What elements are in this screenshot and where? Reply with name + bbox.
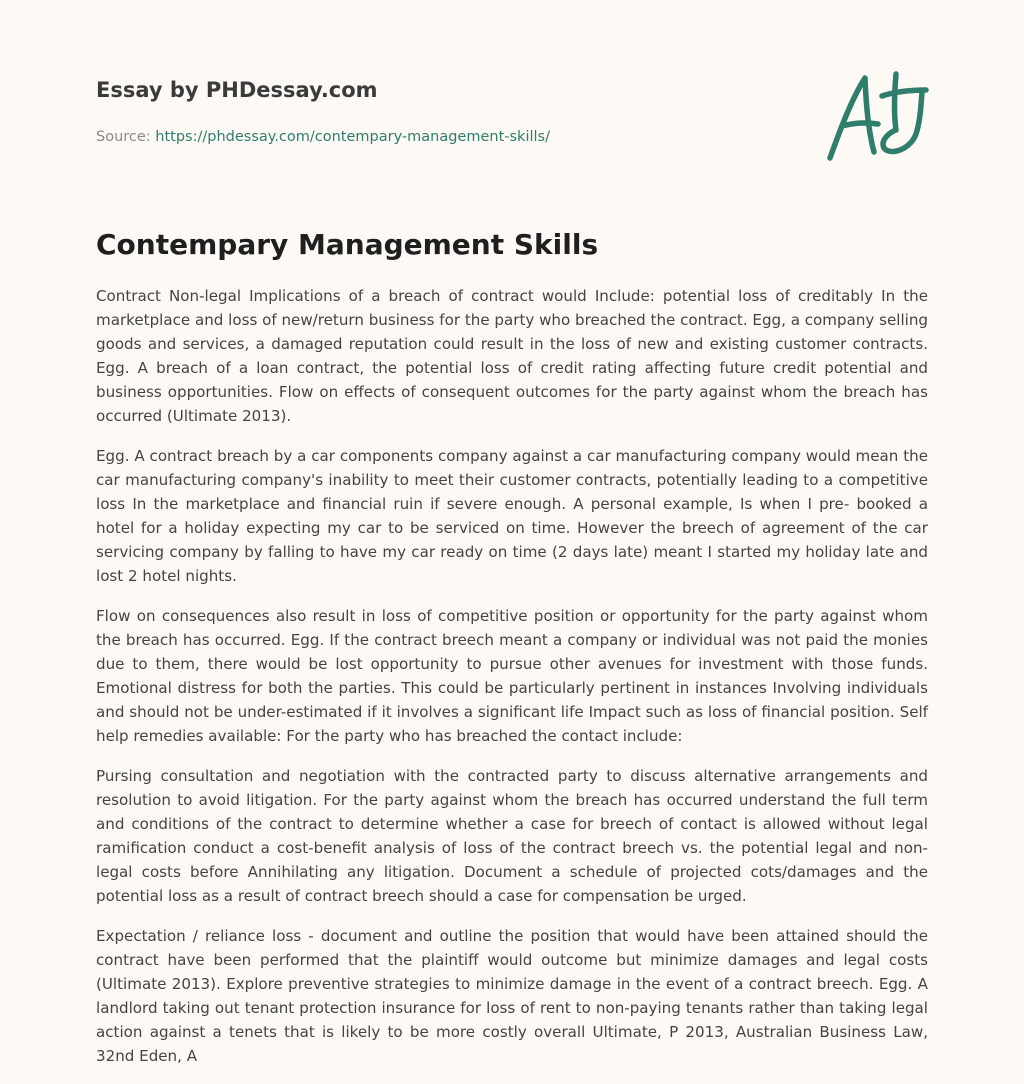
- essay-paragraph: Contract Non-legal Implications of a breach of contract would Include: potential loss of creditably In the marketplace and loss of new/return business for the party who breached the contract. Egg, a company selling goods and services, a damaged reputation could result in the loss of new and existing customer contracts. Egg. A breach of a loan contract, the potential loss of credit rating affecting future credit potential and business opportunities. Flow on effects of consequent outcomes for the party against whom the breach has occurred (Ultimate 2013).: [96, 287, 928, 425]
- essay-paragraph: Pursing consultation and negotiation with the contracted party to discuss alternative arrangements and resolution to avoid litigation. For the party against whom the breach has occurred understand the full term and conditions of the contract to determine whether a case for breech of contact is allowed without legal ramification conduct a cost-benefit analysis of loss of the contract breech vs. the potential legal and non-legal costs before Annihilating any litigation. Document a schedule of projected cots/damages and the potential loss as a result of contract breech should a case for compensation be urged.: [96, 767, 928, 905]
- essay-paragraph: Expectation / reliance loss - document and outline the position that would have been attained should the contract have been performed that the plaintiff would outcome but minimize damages and legal costs (Ultimate 2013). Explore preventive strategies to minimize damage in the event of a contract breech. Egg. A landlord taking out tenant protection insurance for loss of rent to non-paying tenants rather than taking legal action against a tenets that is likely to be more costly overall Ultimate, P 2013, Australian Business Law, 32nd Eden, A: [96, 927, 928, 1065]
- site-brand: Essay by PHDessay.com: [96, 78, 378, 102]
- essay-title: Contempary Management Skills: [96, 228, 599, 261]
- page-header: [96, 76, 756, 147]
- source-label: Source:: [96, 129, 151, 145]
- source-link[interactable]: https://phdessay.com/contempary-management-skills/: [155, 129, 550, 145]
- essay-body: [96, 284, 928, 1084]
- essay-paragraph: Flow on consequences also result in loss of competitive position or opportunity for the party against whom the breach has occurred. Egg. If the contract breech meant a company or individual was not paid the monies due to them, there would be lost opportunity to pursue other avenues for investment with those funds. Emotional distress for both the parties. This could be particularly pertinent in instances Involving individuals and should not be under-estimated if it involves a significant life Impact such as loss of financial position. Self help remedies available: For the party who has breached the contact include:: [96, 607, 928, 745]
- a-plus-grade-icon: [822, 68, 930, 164]
- essay-paragraph: Egg. A contract breach by a car components company against a car manufacturing company would mean the car manufacturing company's inability to meet their customer contracts, potentially leading to a competitive loss In the marketplace and financial ruin if severe enough. A personal example, Is when I pre- booked a hotel for a holiday expecting my car to be serviced on time. However the breech of agreement of the car servicing company by falling to have my car ready on time (2 days late) meant I started my holiday late and lost 2 hotel nights.: [96, 447, 928, 585]
- source-line: [96, 127, 756, 147]
